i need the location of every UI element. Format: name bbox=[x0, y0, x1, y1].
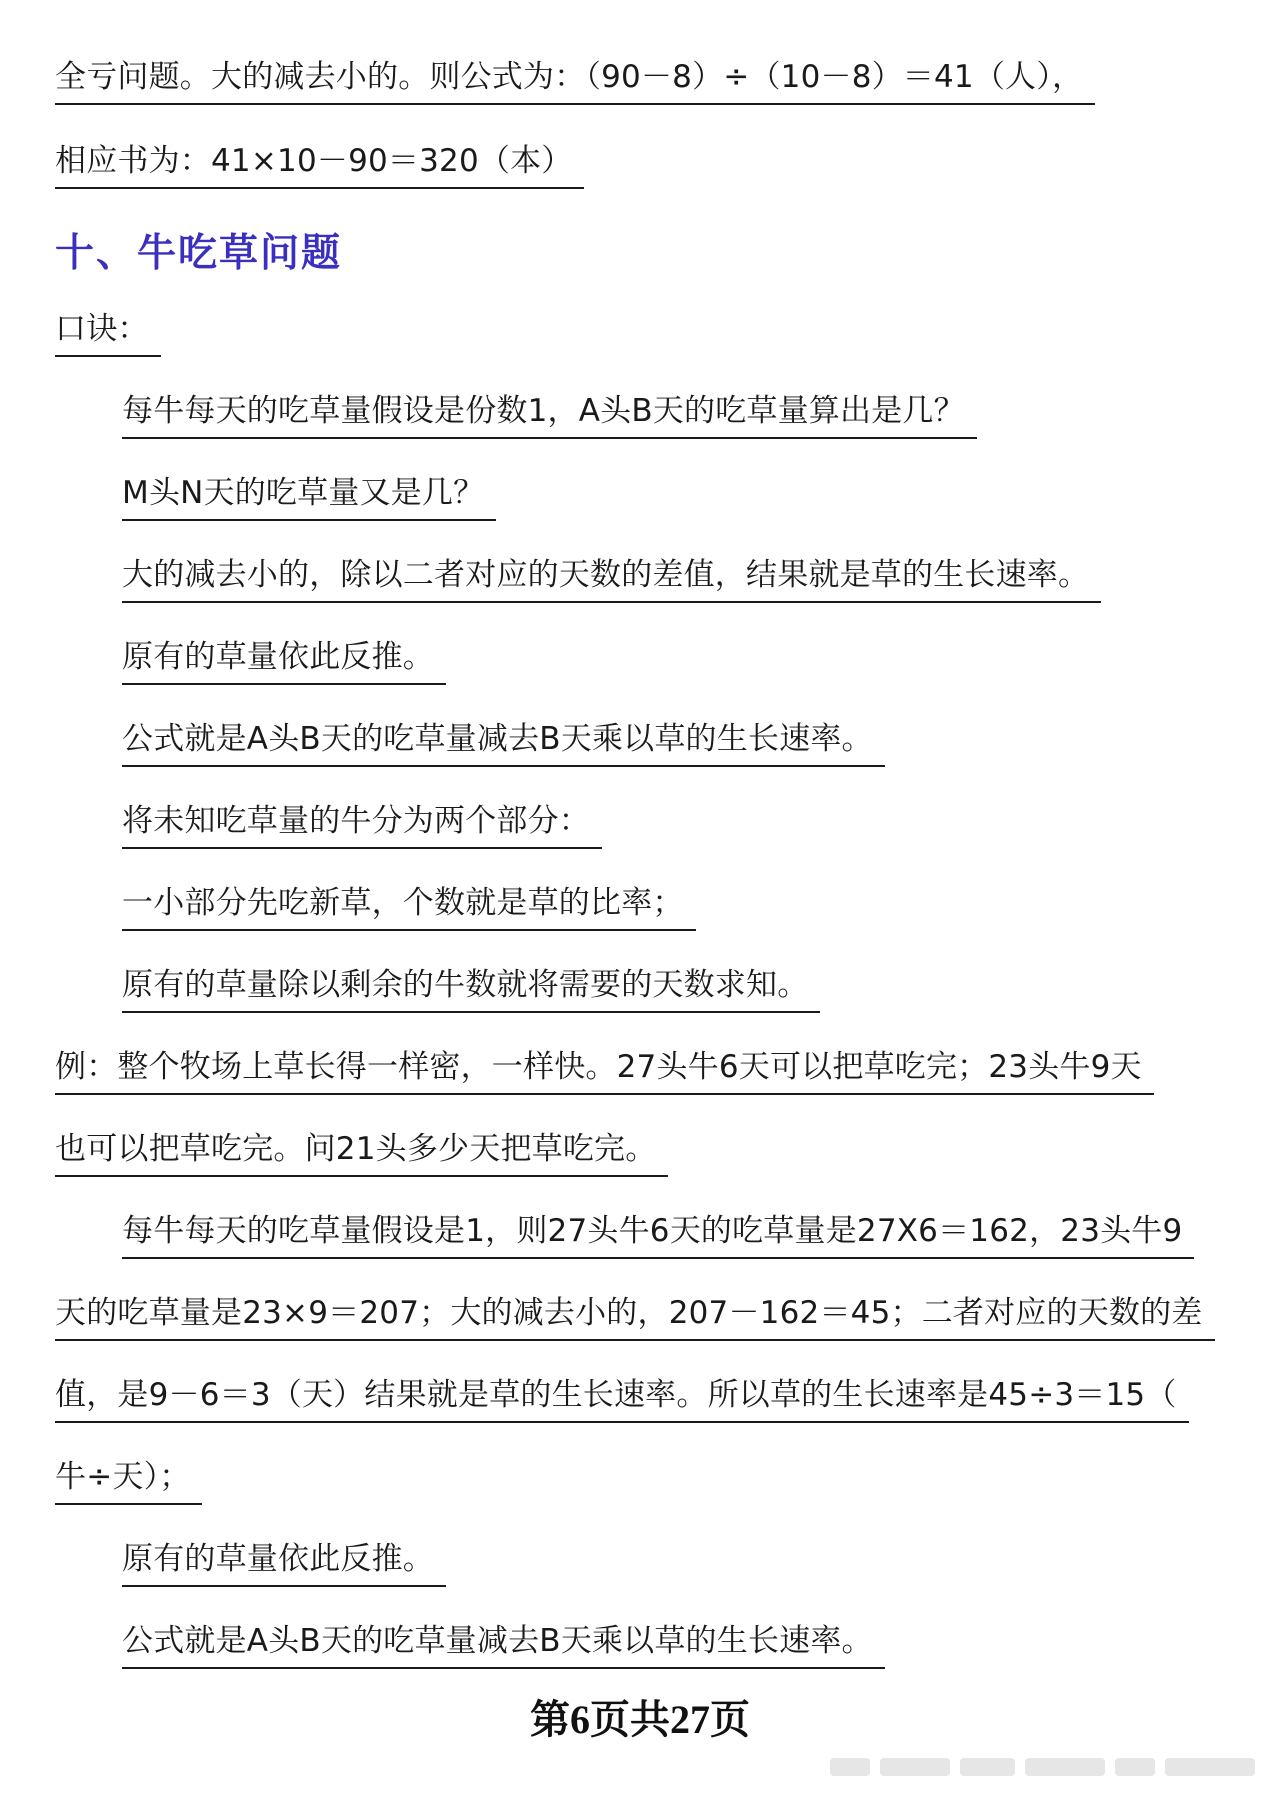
mnemonic-line: 每牛每天的吃草量假设是份数1，A头B天的吃草量算出是几？ bbox=[122, 396, 977, 427]
mnemonic-line: 大的减去小的，除以二者对应的天数的差值，结果就是草的生长速率。 bbox=[122, 560, 1101, 591]
solution-line: 值，是9－6＝3（天）结果就是草的生长速率。所以草的生长速率是45÷3＝15（ bbox=[55, 1380, 1189, 1411]
mnemonic-line: 一小部分先吃新草，个数就是草的比率； bbox=[122, 888, 696, 919]
solution-line: 天的吃草量是23×9＝207；大的减去小的，207－162＝45；二者对应的天数的差 bbox=[55, 1298, 1215, 1329]
solution-line: 每牛每天的吃草量假设是1，则27头牛6天的吃草量是27X6＝162，23头牛9 bbox=[122, 1216, 1194, 1247]
mnemonic-line: 原有的草量依此反推。 bbox=[122, 642, 446, 673]
section-heading: 十、牛吃草问题 bbox=[55, 230, 343, 276]
example-line: 例：整个牧场上草长得一样密，一样快。27头牛6天可以把草吃完；23头牛9天 bbox=[55, 1052, 1154, 1083]
text-line: 全亏问题。大的减去小的。则公式为：（90－8）÷（10－8）＝41（人）， bbox=[55, 62, 1095, 93]
solution-line: 公式就是A头B天的吃草量减去B天乘以草的生长速率。 bbox=[122, 1626, 885, 1657]
text-line: 相应书为：41×10－90＝320（本） bbox=[55, 146, 584, 177]
page-footer: 第6页共27页 bbox=[530, 1697, 750, 1742]
solution-line: 原有的草量依此反推。 bbox=[122, 1544, 446, 1575]
example-line: 也可以把草吃完。问21头多少天把草吃完。 bbox=[55, 1134, 668, 1165]
solution-line: 牛÷天）； bbox=[55, 1462, 202, 1493]
mnemonic-line: 原有的草量除以剩余的牛数就将需要的天数求知。 bbox=[122, 970, 820, 1001]
mnemonic-label: 口诀： bbox=[55, 314, 161, 345]
mnemonic-line: 公式就是A头B天的吃草量减去B天乘以草的生长速率。 bbox=[122, 724, 885, 755]
mnemonic-line: M头N天的吃草量又是几？ bbox=[122, 478, 496, 509]
mnemonic-line: 将未知吃草量的牛分为两个部分： bbox=[122, 806, 602, 837]
